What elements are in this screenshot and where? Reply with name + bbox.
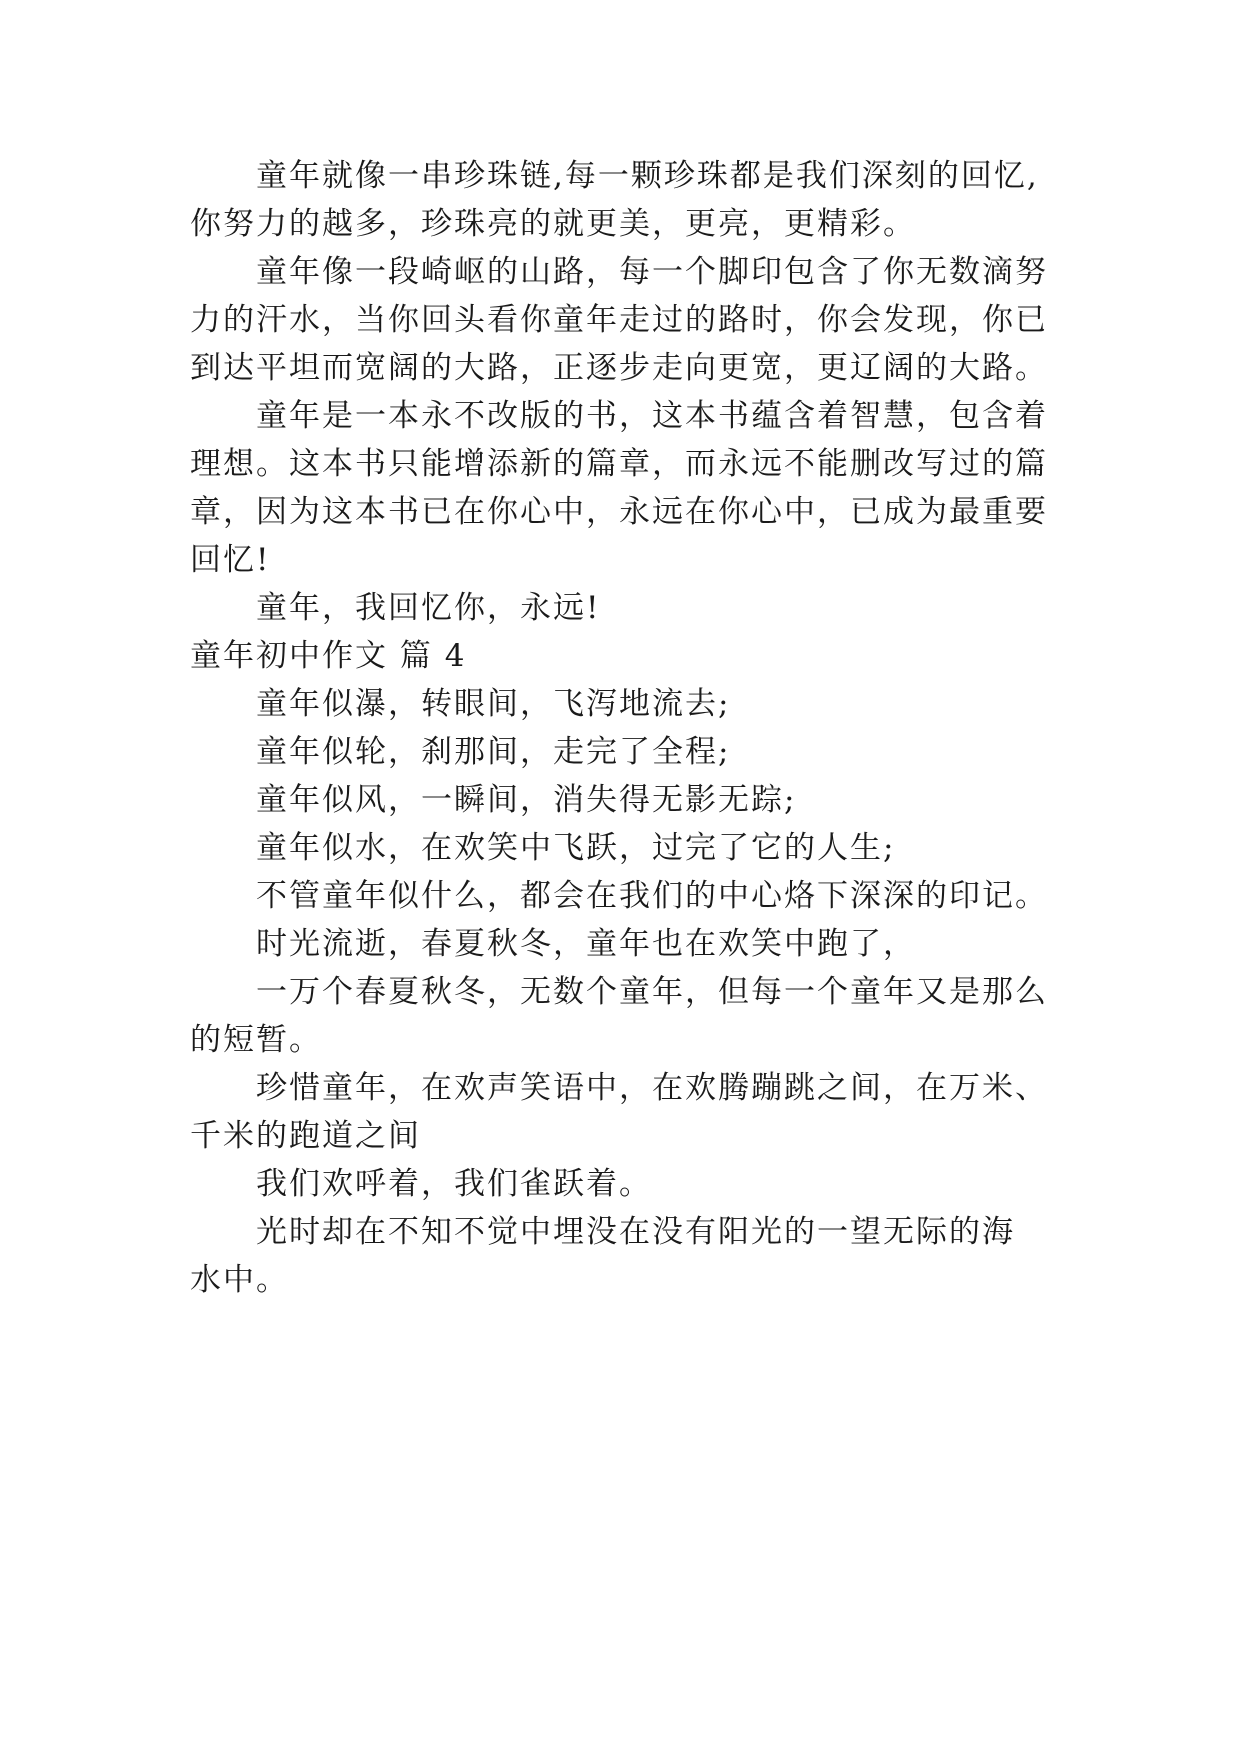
paragraph-line: 理想。这本书只能增添新的篇章，而永远不能删改写过的篇 <box>190 446 1048 482</box>
paragraph-line: 童年似瀑，转眼间，飞泻地流去; <box>256 686 731 722</box>
paragraph-line: 童年似轮，刹那间，走完了全程; <box>256 734 731 770</box>
paragraph-line: 千米的跑道之间 <box>190 1118 421 1154</box>
paragraph-line: 童年似水，在欢笑中飞跃，过完了它的人生; <box>256 830 896 866</box>
paragraph-line: 珍惜童年，在欢声笑语中，在欢腾蹦跳之间，在万米、 <box>256 1070 1048 1106</box>
paragraph-line: 童年就像一串珍珠链,每一颗珍珠都是我们深刻的回忆, <box>256 158 1039 194</box>
paragraph-line: 的短暂。 <box>190 1022 322 1058</box>
paragraph-line: 回忆! <box>190 542 271 578</box>
paragraph-line: 章，因为这本书已在你心中，永远在你心中，已成为最重要 <box>190 494 1048 530</box>
paragraph-line: 童年，我回忆你，永远! <box>256 590 601 626</box>
paragraph-line: 童年似风，一瞬间，消失得无影无踪; <box>256 782 797 818</box>
paragraph-line: 你努力的越多，珍珠亮的就更美，更亮，更精彩。 <box>190 206 916 242</box>
paragraph-line: 水中。 <box>190 1262 289 1298</box>
paragraph-line: 童年像一段崎岖的山路，每一个脚印包含了你无数滴努 <box>256 254 1048 290</box>
paragraph-line: 力的汗水，当你回头看你童年走过的路时，你会发现，你已 <box>190 302 1048 338</box>
paragraph-line: 到达平坦而宽阔的大路，正逐步走向更宽，更辽阔的大路。 <box>190 350 1048 386</box>
paragraph-line: 时光流逝，春夏秋冬，童年也在欢笑中跑了， <box>256 926 916 962</box>
paragraph-line: 不管童年似什么，都会在我们的中心烙下深深的印记。 <box>256 878 1048 914</box>
paragraph-line: 光时却在不知不觉中埋没在没有阳光的一望无际的海 <box>256 1214 1015 1250</box>
paragraph-line: 一万个春夏秋冬，无数个童年，但每一个童年又是那么 <box>256 974 1048 1010</box>
section-heading: 童年初中作文 篇 4 <box>190 638 467 674</box>
paragraph-line: 我们欢呼着，我们雀跃着。 <box>256 1166 652 1202</box>
paragraph-line: 童年是一本永不改版的书，这本书蕴含着智慧，包含着 <box>256 398 1048 434</box>
